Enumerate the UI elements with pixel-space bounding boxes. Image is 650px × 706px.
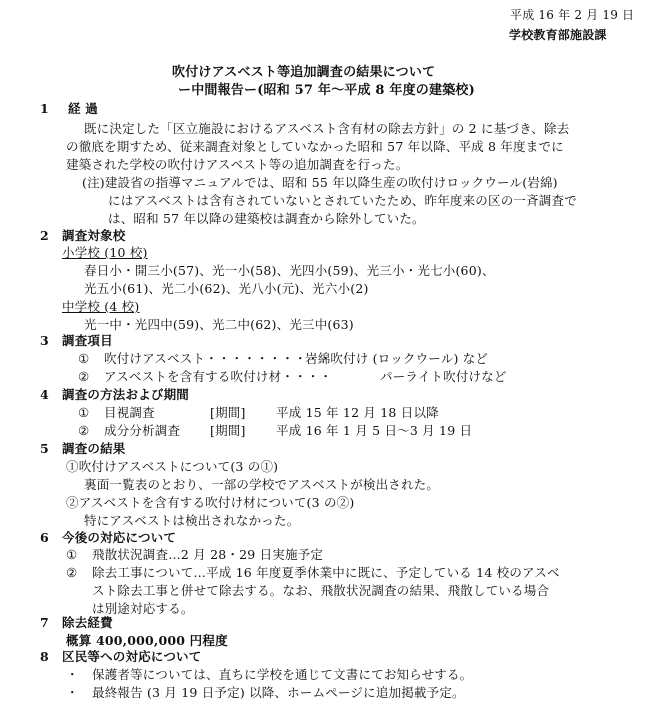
- item-mark: ②: [78, 423, 90, 438]
- item-detail: パーライト吹付けなど: [380, 369, 507, 384]
- school-list-line: 光一中・光四中(59)、光二中(62)、光三中(63): [84, 317, 354, 332]
- department-name: 学校教育部施設課: [509, 28, 607, 42]
- result-detail: 特にアスベストは検出されなかった。: [84, 513, 300, 528]
- result-item: ①吹付けアスベストについて(3 の①): [66, 459, 279, 474]
- bullet-item: 保護者等については、直ちに学校を通じて文書にてお知らせする。: [92, 667, 473, 682]
- item-mark: ②: [78, 369, 90, 384]
- item-text: 目視調査: [104, 405, 155, 420]
- document-date: 平成 16 年 2 月 19 日: [510, 8, 635, 22]
- action-item-line: 除去工事について…平成 16 年度夏季休業中に既に、予定している 14 校のアスベ: [92, 565, 560, 580]
- period-value: 平成 15 年 12 月 18 日以降: [276, 405, 439, 420]
- section-heading: 今後の対応について: [62, 530, 177, 545]
- school-list-line: 光五小(61)、光二小(62)、光八小(元)、光六小(2): [84, 281, 369, 296]
- bullet-mark: ・: [66, 685, 79, 700]
- section-heading: 調査対象校: [62, 228, 126, 243]
- school-list-line: 春日小・開三小(57)、光一小(58)、光四小(59)、光三小・光七小(60)、: [84, 263, 495, 278]
- item-mark: ①: [66, 547, 78, 562]
- item-mark: ①: [78, 351, 90, 366]
- item-mark: ①: [78, 405, 90, 420]
- item-mark: ②: [66, 565, 78, 580]
- section-heading: 経 過: [68, 101, 98, 116]
- section-number: 6: [40, 530, 49, 545]
- section-number: 3: [40, 333, 49, 348]
- action-item: 飛散状況調査…2 月 28・29 日実施予定: [92, 547, 324, 562]
- section-heading: 除去経費: [62, 615, 113, 630]
- item-text: 吹付けアスベスト・・・・・・・・・・: [104, 351, 333, 366]
- action-item-line: は別途対応する。: [92, 601, 194, 616]
- section-number: 7: [40, 615, 49, 630]
- paragraph-line: 既に決定した「区立施設におけるアスベスト含有材の除去方針」の 2 に基づき、除去: [84, 121, 570, 136]
- paragraph-line: 建築された学校の吹付けアスベスト等の追加調査を行った。: [66, 157, 409, 172]
- document-title: 吹付けアスベスト等追加調査の結果について: [172, 65, 436, 80]
- paragraph-line: の徹底を期すため、従来調査対象としていなかった昭和 57 年以降、平成 8 年度までに: [66, 139, 564, 154]
- period-label: [期間]: [210, 423, 246, 438]
- section-heading: 区民等への対応について: [62, 649, 202, 664]
- section-heading: 調査の方法および期間: [62, 387, 190, 402]
- section-number: 1: [40, 101, 49, 116]
- section-number: 8: [40, 649, 49, 664]
- bullet-item: 最終報告 (3 月 19 日予定) 以降、ホームページに追加掲載予定。: [92, 685, 465, 700]
- document-subtitle: ー中間報告ー(昭和 57 年～平成 8 年度の建築校): [178, 83, 475, 98]
- note-line: にはアスベストは含有されていないとされていたため、昨年度来の区の一斉調査で: [108, 193, 577, 208]
- section-number: 2: [40, 228, 49, 243]
- section-number: 5: [40, 441, 49, 456]
- item-detail: 岩綿吹付け (ロックウール) など: [305, 351, 489, 366]
- period-value: 平成 16 年 1 月 5 日～3 月 19 日: [276, 423, 473, 438]
- junior-label: 中学校 (4 校): [62, 299, 140, 314]
- cost-estimate: 概算 400,000,000 円程度: [66, 633, 228, 648]
- note-line: (注)建設省の指導マニュアルでは、昭和 55 年以降生産の吹付けロックウール(岩綿): [82, 175, 558, 190]
- bullet-mark: ・: [66, 667, 79, 682]
- note-line: は、昭和 57 年以降の建築校は調査から除外していた。: [108, 211, 425, 226]
- item-text: アスベストを含有する吹付け材・・・・: [104, 369, 333, 384]
- action-item-line: スト除去工事と併せて除去する。なお、飛散状況調査の結果、飛散している場合: [92, 583, 550, 598]
- section-number: 4: [40, 387, 49, 402]
- item-text: 成分分析調査: [104, 423, 181, 438]
- section-heading: 調査項目: [62, 333, 113, 348]
- elementary-label: 小学校 (10 校): [62, 245, 148, 260]
- result-detail: 裏面一覧表のとおり、一部の学校でアスベストが検出された。: [84, 477, 440, 492]
- result-item: ②アスベストを含有する吹付け材について(3 の②): [66, 495, 355, 510]
- period-label: [期間]: [210, 405, 246, 420]
- section-heading: 調査の結果: [62, 441, 126, 456]
